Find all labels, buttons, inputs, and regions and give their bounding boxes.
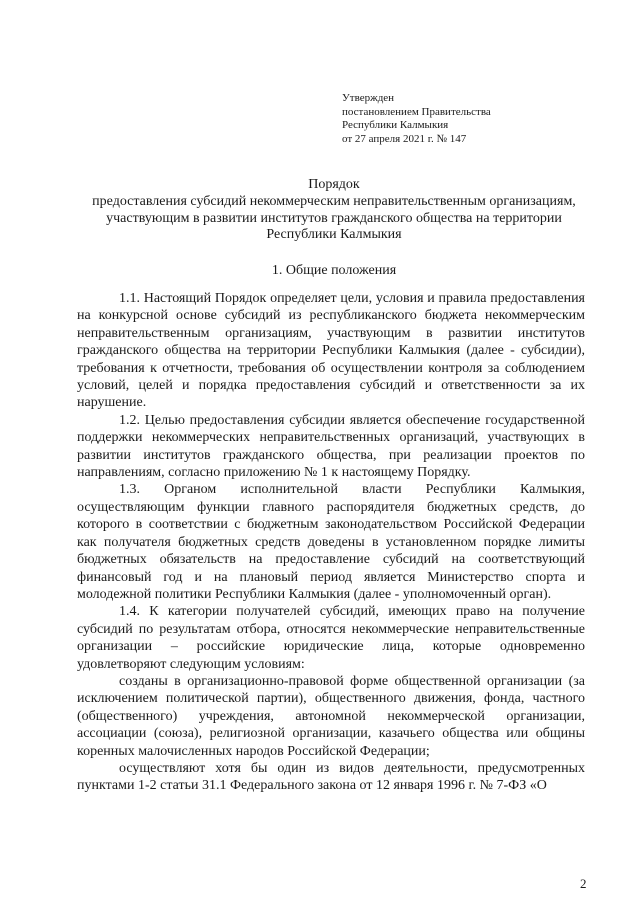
document-body xyxy=(77,290,585,795)
page-number: 2 xyxy=(580,876,587,891)
paragraph-1-1: 1.1. Настоящий Порядок определяет цели, условия и правила предоставления на конкурсной основе субсидий из республиканского бюджета некоммерческим неправительственным организациям, участвующим в развитии институтов гражданского общества на территории Республики Калмыкия (далее - субсидии), требования к отчетности, требования об осуществлении контроля за соблюдением условий, целей и порядка предоставления субсидий и ответственности за их нарушение. xyxy=(77,291,585,411)
paragraph-condition-1: созданы в организационно-правовой форме общественной организации (за исключением политической партии), общественного движения, фонда, частного (общественного) учреждения, автономной некоммерческой организации, ассоциации (союза), религиозной организации, казачьего общества или общины коренных малочисленных народов Российской Федерации; xyxy=(77,673,585,759)
approval-line: от 27 апреля 2021 г. № 147 xyxy=(342,132,467,145)
paragraph-1-2: 1.2. Целью предоставления субсидии является обеспечение государственной поддержки некоммерческих неправительственных организаций, участвующих в развитии институтов гражданского общества, при реализации проектов по направлениям, согласно приложению № 1 к настоящему Порядку. xyxy=(77,412,585,481)
approval-line: Утвержден xyxy=(342,92,395,104)
section-heading: 1. Общие положения xyxy=(271,263,397,278)
approval-stamp xyxy=(342,92,491,146)
paragraph-condition-2: осуществляют хотя бы один из видов деятельности, предусмотренных пунктами 1-2 статьи 31.1 Федерального закона от 12 января 1996 г. № 7-ФЗ «О xyxy=(77,760,585,794)
document-title: Порядок xyxy=(308,177,360,192)
approval-line: постановлением Правительства xyxy=(342,105,491,118)
paragraph-1-4: 1.4. К категории получателей субсидий, имеющих право на получение субсидий по результатам отбора, относятся некоммерческие неправительственные организации – российские юридические лица, которые одновременно удовлетворяют следующим условиям: xyxy=(77,604,585,672)
document-subtitle: предоставления субсидий некоммерческим неправительственным организациям, участвующим в развитии институтов гражданского общества на территории Республики Калмыкия xyxy=(92,194,576,242)
approval-line: Республики Калмыкия xyxy=(342,119,449,131)
paragraph-1-3: 1.3. Органом исполнительной власти Республики Калмыкия, осуществляющим функции главного распорядителя бюджетных средств, до которого в соответствии с бюджетным законодательством Российской Федерации как получателя бюджетных средств доведены в установленном порядке лимиты бюджетных обязательств на предоставление субсидий на соответствующий финансовый год и на плановый период является Министерство спорта и молодежной политики Республики Калмыкия (далее - уполномоченный орган). xyxy=(77,482,585,602)
